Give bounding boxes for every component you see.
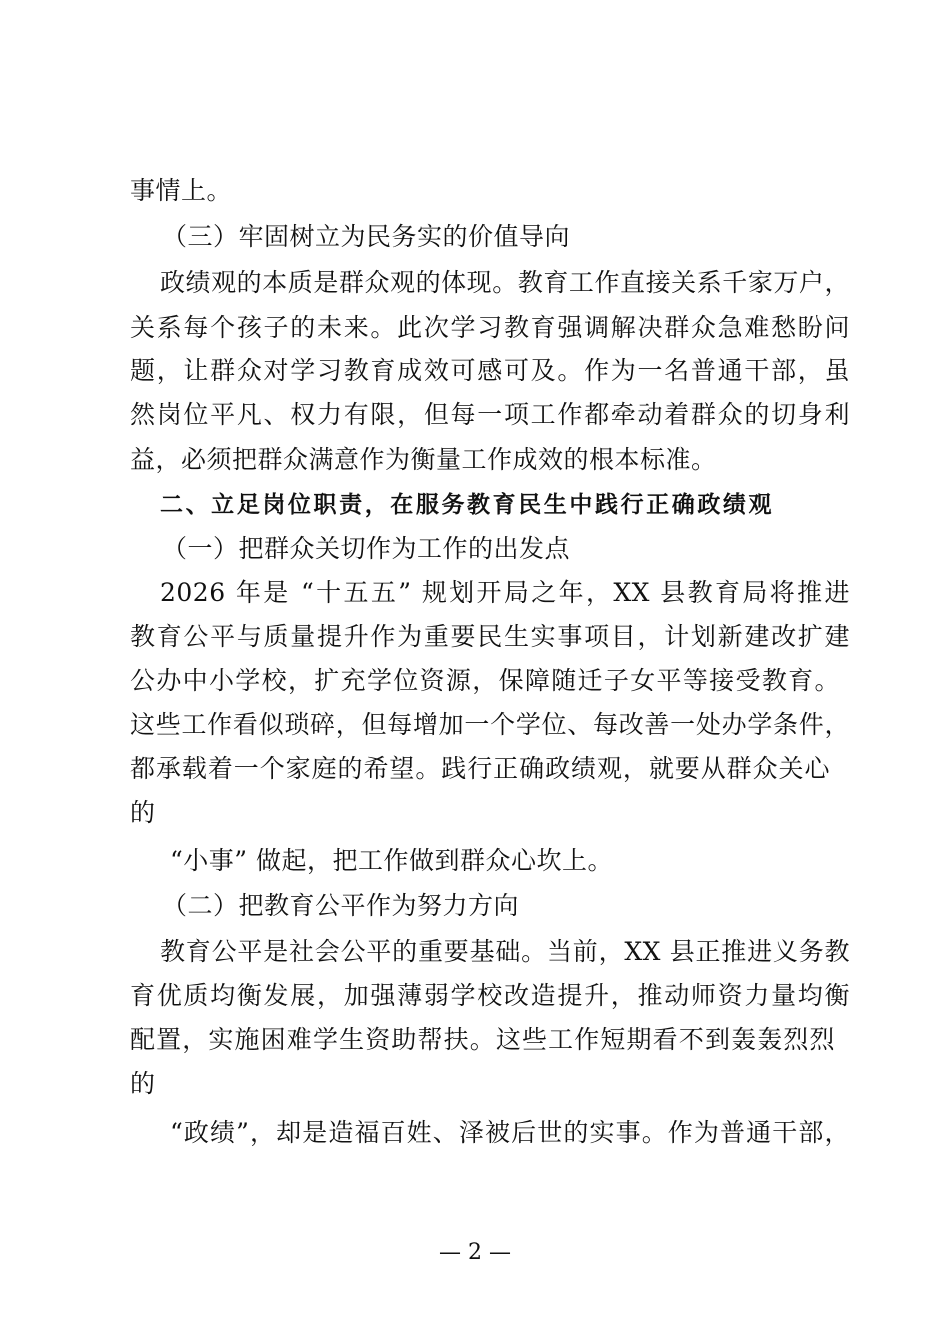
paragraph-line: 配置，实施困难学生资助帮扶。这些工作短期看不到轰轰烈烈 [130, 1025, 835, 1054]
paragraph-line: 教育公平是社会公平的重要基础。当前，XX 县正推进义务教 [160, 937, 850, 966]
paragraph-line: 政绩观的本质是群众观的体现。教育工作直接关系千家万户， [160, 268, 850, 297]
subheading: （三）牢固树立为民务实的价值导向 [162, 222, 571, 251]
page-number: — 2 — [439, 1240, 511, 1265]
paragraph-line: 益，必须把群众满意作为衡量工作成效的根本标准。 [130, 445, 717, 474]
paragraph-line: 2026 年是 “十五五” 规划开局之年，XX 县教育局将推进 [160, 578, 850, 607]
paragraph-line: 的 [130, 798, 156, 827]
paragraph-line: 的 [130, 1069, 156, 1098]
section-heading: 二、立足岗位职责，在服务教育民生中践行正确政绩观 [160, 492, 772, 518]
subheading: （一）把群众关切作为工作的出发点 [162, 534, 571, 563]
subheading: （二）把教育公平作为努力方向 [162, 891, 520, 920]
paragraph-line: 公办中小学校，扩充学位资源，保障随迁子女平等接受教育。 [130, 666, 840, 695]
paragraph-line: “小事” 做起，把工作做到群众心坎上。 [170, 846, 614, 875]
paragraph-line: 教育公平与质量提升作为重要民生实事项目，计划新建改扩建 [130, 622, 850, 651]
paragraph-line: 育优质均衡发展，加强薄弱学校改造提升，推动师资力量均衡 [130, 981, 850, 1010]
paragraph-line: 关系每个孩子的未来。此次学习教育强调解决群众急难愁盼问 [130, 313, 850, 342]
paragraph-line: 然岗位平凡、权力有限，但每一项工作都牵动着群众的切身利 [130, 400, 850, 429]
paragraph-line: 事情上。 [130, 176, 233, 205]
paragraph-line: 都承载着一个家庭的希望。践行正确政绩观，就要从群众关心 [130, 754, 830, 783]
paragraph-line: “政绩”，却是造福百姓、泽被后世的实事。作为普通干部， [170, 1118, 850, 1147]
paragraph-line: 这些工作看似琐碎，但每增加一个学位、每改善一处办学条件， [130, 710, 850, 739]
paragraph-line: 题，让群众对学习教育成效可感可及。作为一名普通干部，虽 [130, 356, 850, 385]
